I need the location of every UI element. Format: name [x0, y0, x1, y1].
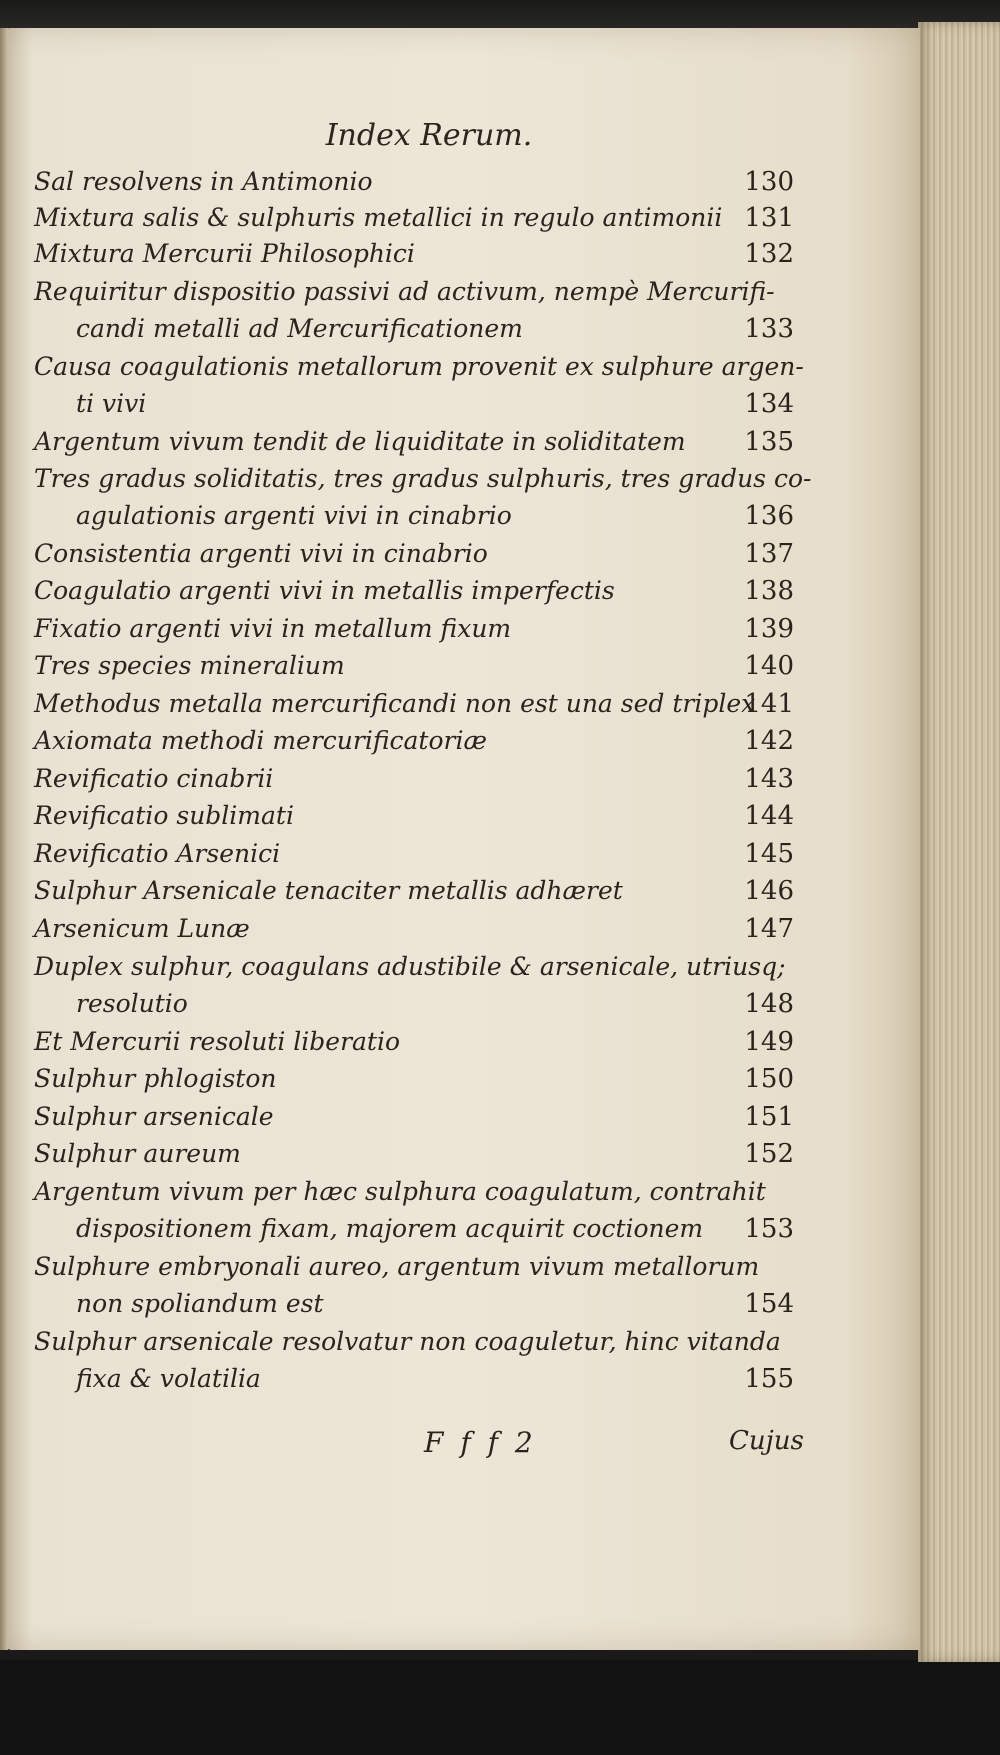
- page-number: 134: [744, 389, 794, 419]
- index-entry: Sulphur arsenicale resolvatur non coaguletur, hinc vitanda: [34, 1327, 781, 1356]
- page-number: 155: [744, 1364, 794, 1394]
- background-bottom: [0, 1660, 1000, 1755]
- page-number: 145: [744, 839, 794, 869]
- book-page: [4, 28, 920, 1650]
- index-entry: Sulphur Arsenicale tenaciter metallis adhæret 146: [34, 873, 794, 909]
- index-entry: Revificatio Arsenici 145: [34, 836, 794, 872]
- page-number: 154: [744, 1289, 794, 1319]
- page-number: 148: [744, 989, 794, 1019]
- page-number: 147: [744, 914, 794, 944]
- page-number: 146: [744, 876, 794, 906]
- page-number: 130: [744, 167, 794, 197]
- page-number: 131: [744, 203, 794, 233]
- page-number: 152: [744, 1139, 794, 1169]
- index-entry-continuation: resolutio 148: [34, 986, 794, 1022]
- page-number: 135: [744, 427, 794, 457]
- index-entry-list: [4, 28, 920, 1650]
- page-number: 142: [744, 726, 794, 756]
- page-number: 136: [744, 501, 794, 531]
- signature-mark: F f f 2: [424, 1426, 537, 1459]
- index-entry: Axiomata methodi mercurificatoriæ 142: [34, 723, 794, 759]
- index-entry: Requiritur dispositio passivi ad activum, nempè Mercurifi-: [34, 277, 775, 306]
- index-entry: Mixtura Mercurii Philosophici 132: [34, 236, 794, 272]
- index-entry-continuation: dispositionem fixam, majorem acquirit coctionem 153: [34, 1211, 794, 1247]
- page-number: 151: [744, 1102, 794, 1132]
- page-number: 132: [744, 239, 794, 269]
- page-number: 141: [744, 689, 794, 719]
- index-entry: Tres species mineralium 140: [34, 648, 794, 684]
- index-entry: Coagulatio argenti vivi in metallis imperfectis 138: [34, 573, 794, 609]
- page-left-edge: [0, 28, 8, 1650]
- index-entry: Et Mercurii resoluti liberatio 149: [34, 1024, 794, 1060]
- index-entry: Mixtura salis & sulphuris metallici in regulo antimonii 131: [34, 200, 794, 236]
- page-number: 149: [744, 1027, 794, 1057]
- page-number: 137: [744, 539, 794, 569]
- index-entry: Duplex sulphur, coagulans adustibile & arsenicale, utriusq;: [34, 952, 786, 981]
- index-entry: Revificatio sublimati 144: [34, 798, 794, 834]
- index-entry-continuation: non spoliandum est 154: [34, 1286, 794, 1322]
- index-entry: Causa coagulationis metallorum provenit ex sulphure argen-: [34, 352, 804, 381]
- page-number: 144: [744, 801, 794, 831]
- index-entry-continuation: candi metalli ad Mercurificationem 133: [34, 311, 794, 347]
- page-number: 133: [744, 314, 794, 344]
- index-entry: Sulphur aureum 152: [34, 1136, 794, 1172]
- index-entry: Tres gradus soliditatis, tres gradus sulphuris, tres gradus co-: [34, 464, 812, 493]
- index-entry-continuation: fixa & volatilia 155: [34, 1361, 794, 1397]
- catchword: Cujus: [729, 1426, 804, 1456]
- page-number: 138: [744, 576, 794, 606]
- index-entry: Fixatio argenti vivi in metallum fixum 139: [34, 611, 794, 647]
- index-entry: Argentum vivum tendit de liquiditate in soliditatem 135: [34, 424, 794, 460]
- index-entry: Sulphure embryonali aureo, argentum vivum metallorum: [34, 1252, 760, 1281]
- index-entry: Argentum vivum per hæc sulphura coagulatum, contrahit: [34, 1177, 766, 1206]
- index-entry: Methodus metalla mercurificandi non est una sed triplex 141: [34, 686, 794, 722]
- index-entry: Sal resolvens in Antimonio 130: [34, 164, 794, 200]
- page-number: 139: [744, 614, 794, 644]
- page-number: 153: [744, 1214, 794, 1244]
- index-entry: Consistentia argenti vivi in cinabrio 137: [34, 536, 794, 572]
- page-header: Index Rerum.: [325, 118, 533, 153]
- page-number: 150: [744, 1064, 794, 1094]
- index-entry: Revificatio cinabrii 143: [34, 761, 794, 797]
- page-number: 140: [744, 651, 794, 681]
- page-number: 143: [744, 764, 794, 794]
- index-entry: Sulphur arsenicale 151: [34, 1099, 794, 1135]
- index-entry-continuation: ti vivi 134: [34, 386, 794, 422]
- index-entry-continuation: agulationis argenti vivi in cinabrio 136: [34, 498, 794, 534]
- index-entry: Sulphur phlogiston 150: [34, 1061, 794, 1097]
- page-stack-edges: [918, 22, 1000, 1662]
- index-entry: Arsenicum Lunæ 147: [34, 911, 794, 947]
